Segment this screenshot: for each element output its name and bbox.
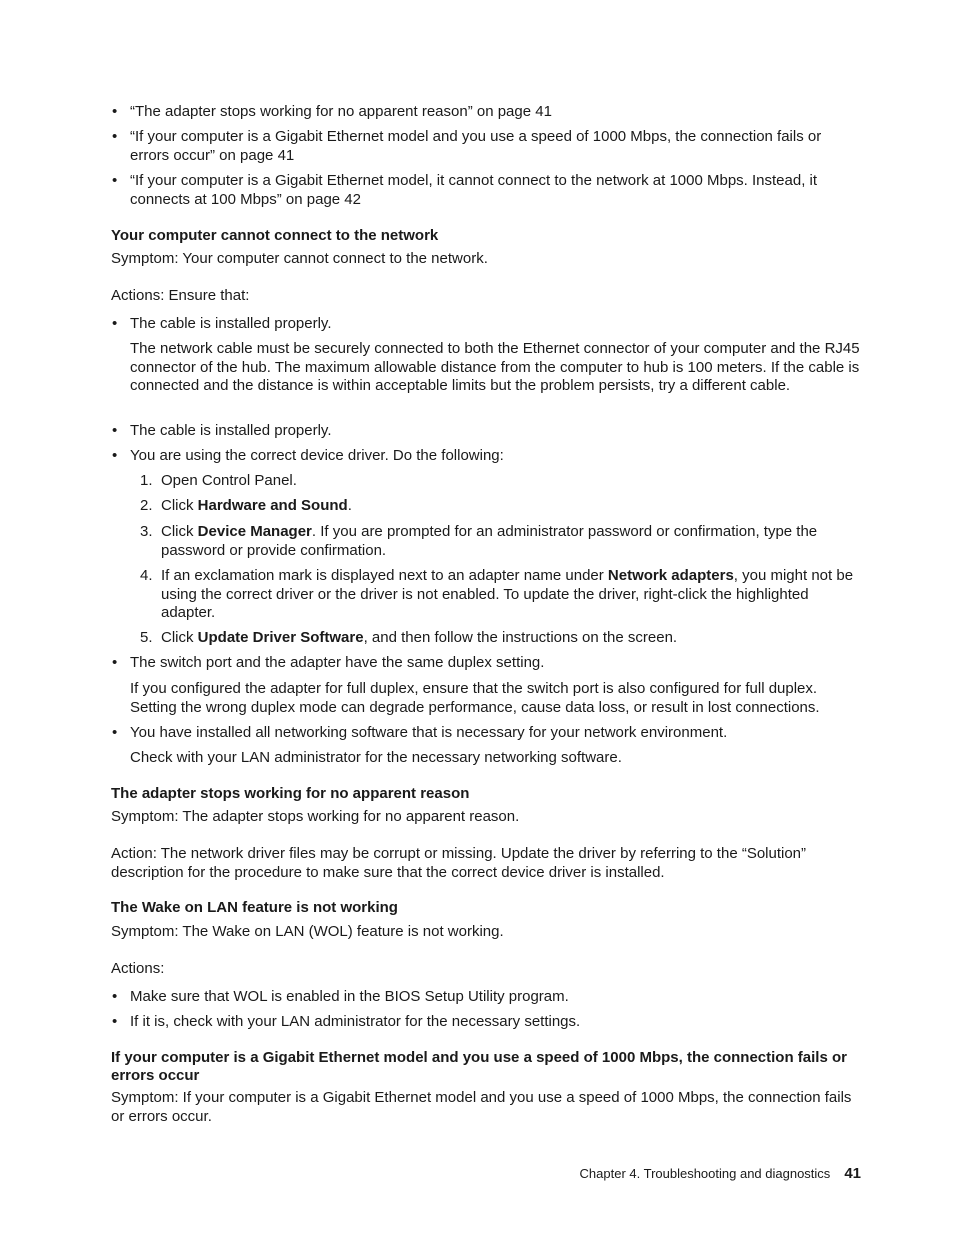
step-text: Click [161, 523, 198, 540]
section-heading: Your computer cannot connect to the network [111, 227, 439, 244]
link-text[interactable]: “If your computer is a Gigabit Ethernet model and you use a speed of 1000 Mbps, the connection fails or errors occur” on page 41 [130, 128, 822, 164]
step-number: 1. [140, 472, 153, 489]
ui-term: Network adapters [607, 567, 734, 584]
list-item: • Make sure that WOL is enabled in the BIOS Setup Utility program. [111, 988, 863, 1007]
step-text: . [347, 497, 352, 514]
list-item-detail: The network cable must be securely connected to both the Ethernet connector of your computer and the RJ45 connector of the hub. The maximum allowable distance from the computer to hub is 100 meters. If the cable is connected and the distance is within acceptable limits but the problem persists, try a different cable. [130, 340, 860, 394]
ui-term: Device Manager [197, 523, 312, 540]
step-number: 3. [140, 523, 153, 540]
list-item[interactable] [111, 172, 863, 209]
step-text: Click [161, 629, 198, 646]
step-item [130, 472, 863, 491]
section-heading: The Wake on LAN feature is not working [111, 899, 398, 916]
step-text: If an exclamation mark is displayed next to an adapter name under [161, 567, 608, 584]
list-item: • The switch port and the adapter have the same duplex setting. [111, 654, 863, 673]
list-item: • The cable is installed properly. [111, 422, 863, 441]
list-item-detail: Check with your LAN administrator for the necessary networking software. [130, 749, 622, 766]
section-heading: The adapter stops working for no apparent reason [111, 785, 470, 802]
actions-text: Actions: [111, 960, 165, 977]
step-item [130, 629, 863, 648]
list-item: • The cable is installed properly. [111, 315, 863, 334]
step-number: 4. [140, 567, 153, 584]
symptom-text: Symptom: If your computer is a Gigabit Ethernet model and you use a speed of 1000 Mbps, the connection fails or errors occur. [111, 1089, 852, 1125]
step-item [130, 523, 863, 560]
step-text: Click [161, 497, 198, 514]
step-text: , and then follow the instructions on the screen. [363, 629, 678, 646]
chapter-label: Chapter 4. Troubleshooting and diagnostics [579, 1166, 831, 1181]
page-footer [580, 1166, 861, 1182]
ui-term: Hardware and Sound [197, 497, 348, 514]
page-number: 41 [844, 1165, 861, 1182]
link-text[interactable]: “The adapter stops working for no apparent reason” on page 41 [130, 103, 552, 120]
step-text: Open Control Panel. [161, 472, 297, 489]
step-number: 2. [140, 497, 153, 514]
symptom-text: Symptom: The Wake on LAN (WOL) feature is not working. [111, 923, 504, 940]
step-text: , you might not be using the correct driver or the driver is not enabled. To update the driver, right-click the highlighted adapter. [161, 567, 854, 621]
step-text: . If you are prompted for an administrator password or confirmation, type the password or provide confirmation. [161, 523, 818, 559]
list-item: • You have installed all networking software that is necessary for your network environment. [111, 724, 863, 743]
list-item: • You are using the correct device driver. Do the following: [111, 447, 863, 466]
symptom-text: Symptom: Your computer cannot connect to the network. [111, 250, 488, 267]
ui-term: Update Driver Software [197, 629, 364, 646]
list-item-detail: If you configured the adapter for full duplex, ensure that the switch port is also configured for full duplex. Setting the wrong duplex mode can degrade performance, cause data loss, or result in lost connections. [130, 680, 820, 716]
action-text: Action: The network driver files may be corrupt or missing. Update the driver by referring to the “Solution” description for the procedure to make sure that the correct device driver is installed. [111, 845, 807, 881]
step-item [130, 497, 863, 516]
list-item[interactable] [111, 128, 863, 165]
list-item[interactable] [111, 103, 863, 122]
section-heading: If your computer is a Gigabit Ethernet model and you use a speed of 1000 Mbps, the connection fails or errors occur [111, 1049, 847, 1084]
step-item [130, 567, 863, 623]
link-text[interactable]: “If your computer is a Gigabit Ethernet model, it cannot connect to the network at 1000 Mbps. Instead, it connects at 100 Mbps” on page 42 [130, 172, 818, 208]
symptom-text: Symptom: The adapter stops working for no apparent reason. [111, 808, 520, 825]
actions-text: Actions: Ensure that: [111, 287, 250, 304]
list-item: • If it is, check with your LAN administrator for the necessary settings. [111, 1013, 863, 1032]
step-number: 5. [140, 629, 153, 646]
